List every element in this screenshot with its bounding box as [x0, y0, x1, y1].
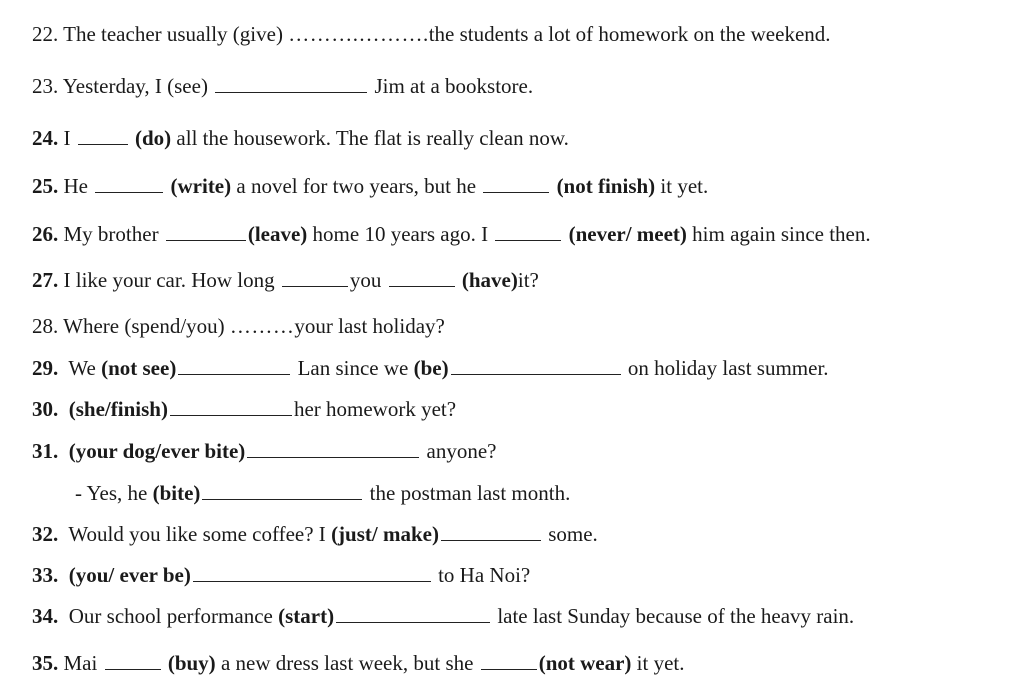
question-30: 30. (she/finish) her homework yet?: [32, 397, 457, 421]
question-33: 33. (you/ ever be) to Ha Noi?: [32, 563, 531, 587]
verb-hint: (not finish): [556, 174, 656, 198]
answer-blank[interactable]: [481, 652, 537, 670]
verb-hint: (not see): [101, 356, 177, 380]
question-24: 24. I (do) all the housework. The flat is really clean now.: [32, 126, 569, 150]
answer-blank[interactable]: [247, 440, 419, 458]
answer-blank[interactable]: [336, 605, 490, 623]
question-number: 33.: [32, 563, 59, 587]
verb-hint: (she/finish): [68, 397, 168, 421]
question-number: 28.: [32, 314, 59, 338]
question-31: 31. (your dog/ever bite) anyone?: [32, 439, 497, 463]
question-32: 32. Would you like some coffee? I (just/ make) some.: [32, 522, 598, 546]
verb-hint: (never/ meet): [568, 222, 687, 246]
verb-hint: (bite): [152, 481, 201, 505]
question-number: 29.: [32, 356, 59, 380]
verb-hint: (write): [170, 174, 232, 198]
question-26: 26. My brother (leave) home 10 years ago. I (never/ meet) him again since then.: [32, 222, 871, 246]
answer-blank[interactable]: [166, 223, 246, 241]
question-number: 26.: [32, 222, 59, 246]
answer-blank[interactable]: [78, 127, 128, 145]
answer-blank[interactable]: [483, 175, 549, 193]
dotted-blank: ………: [229, 314, 295, 338]
answer-blank[interactable]: [193, 564, 431, 582]
question-number: 23.: [32, 74, 59, 98]
answer-blank[interactable]: [202, 482, 362, 500]
question-number: 34.: [32, 604, 59, 628]
question-number: 24.: [32, 126, 59, 150]
question-number: 25.: [32, 174, 59, 198]
verb-hint: (your dog/ever bite): [68, 439, 246, 463]
question-number: 22.: [32, 22, 59, 46]
answer-blank[interactable]: [178, 357, 290, 375]
dotted-blank: ……….……….: [288, 22, 429, 46]
verb-hint: (have): [461, 268, 518, 292]
answer-blank[interactable]: [282, 269, 348, 287]
answer-blank[interactable]: [95, 175, 163, 193]
question-22: 22. The teacher usually (give) ……….……….the students a lot of homework on the weekend.: [32, 22, 831, 46]
question-35: 35. Mai (buy) a new dress last week, but she (not wear) it yet.: [32, 651, 685, 675]
answer-blank[interactable]: [441, 523, 541, 541]
verb-hint: (be): [413, 356, 449, 380]
question-number: 32.: [32, 522, 59, 546]
verb-hint: (just/ make): [331, 522, 439, 546]
answer-blank[interactable]: [389, 269, 455, 287]
verb-hint: (leave): [247, 222, 308, 246]
question-34: 34. Our school performance (start) late last Sunday because of the heavy rain.: [32, 604, 855, 628]
answer-blank[interactable]: [105, 652, 161, 670]
question-29: 29. We (not see) Lan since we (be) on holiday last summer.: [32, 356, 829, 380]
verb-hint: (you/ ever be): [68, 563, 191, 587]
question-25: 25. He (write) a novel for two years, but he (not finish) it yet.: [32, 174, 709, 198]
answer-blank[interactable]: [495, 223, 561, 241]
question-31-followup: - Yes, he (bite) the postman last month.: [75, 481, 571, 505]
answer-blank[interactable]: [451, 357, 621, 375]
question-27: 27. I like your car. How long you (have)it?: [32, 268, 539, 292]
question-number: 30.: [32, 397, 59, 421]
answer-blank[interactable]: [170, 398, 292, 416]
verb-hint: (buy): [167, 651, 216, 675]
question-23: 23. Yesterday, I (see) Jim at a bookstore.: [32, 74, 534, 98]
verb-hint: (not wear): [538, 651, 632, 675]
question-number: 31.: [32, 439, 59, 463]
verb-hint: (start): [278, 604, 335, 628]
question-number: 27.: [32, 268, 59, 292]
question-28: 28. Where (spend/you) ………your last holiday?: [32, 314, 445, 338]
answer-blank[interactable]: [215, 75, 367, 93]
verb-hint: (do): [135, 126, 172, 150]
question-number: 35.: [32, 651, 59, 675]
